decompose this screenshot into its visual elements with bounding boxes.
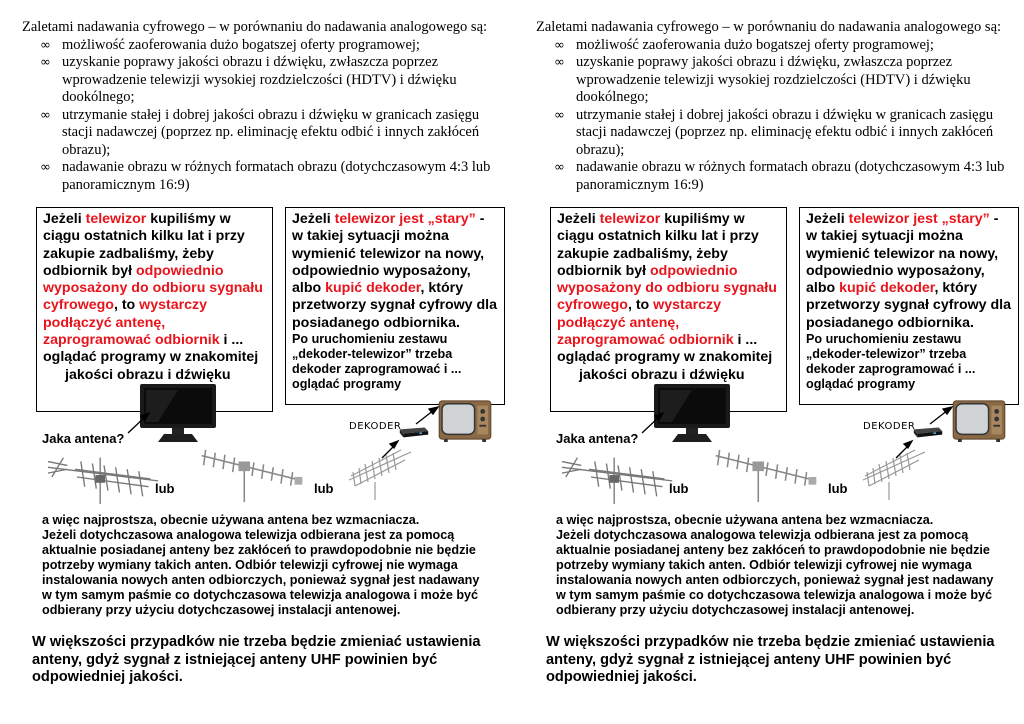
old-tv-box: Jeżeli telewizor jest „stary” - w takiej sytuacji można wymienić telewizor na nowy, odpowiednio wyposażony, albo kupić dekoder, który przetworzy sygnał cyfrowy dla posiadanego odbiornika. Po uruchomieniu zestawu „dekoder-telewizor” trzeba dekoder zaprogramować i ... oglądać programy — [799, 207, 1019, 405]
antenna-question: Jaka antena? — [42, 431, 125, 446]
list-item: ∞ nadawanie obrazu w różnych formatach obrazu (dotychczasowym 4:3 lub panoramicznym 16:9) — [554, 159, 1005, 193]
bottom-text: a więc najprostsza, obecnie używana antena bez wzmacniacza. Jeżeli dotychczasowa analogowa telewizja odbierana jest za pomocą aktualnie posiadanej anteny bez zakłóceń to prawdopodobnie nie będzie potrzeby wymiany takich anten. Odbiór telewizji cyfrowej nie wymaga instalowania nowych anten odbiorczych, ponieważ sygnał jest nadawany w tym samym paśmie co dotychczasowa telewizja analogowa i może być odbierany przy użyciu dotychczasowej instalacji antenowej. — [556, 513, 994, 617]
log-periodic-antenna-icon — [345, 442, 415, 502]
or-label: lub — [828, 481, 848, 496]
list-item: ∞ uzyskanie poprawy jakości obrazu i dźwięku, zwłaszcza poprzez wprowadzenie telewizji wysokiej rozdzielczości (HDTV) i dźwięku dookólnego; — [40, 54, 457, 105]
bottom-text: a więc najprostsza, obecnie używana antena bez wzmacniacza. Jeżeli dotychczasowa analogowa telewizja odbierana jest za pomocą aktualnie posiadanej anteny bez zakłóceń to prawdopodobnie nie będzie potrzeby wymiany takich anten. Odbiór telewizji cyfrowej nie wymaga instalowania nowych anten odbiorczych, ponieważ sygnał jest nadawany w tym samym paśmie co dotychczasowa telewizja analogowa i może być odbierany przy użyciu dotychczasowej instalacji antenowej. — [42, 513, 480, 617]
yagi-antenna-icon — [706, 446, 826, 504]
infinity-bullet-icon: ∞ — [554, 37, 565, 53]
list-item: ∞ możliwość zaoferowania dużo bogatszej oferty programowej; — [40, 36, 420, 53]
intro-heading: Zaletami nadawania cyfrowego – w porównaniu do nadawania analogowego są: — [22, 19, 488, 35]
infinity-bullet-icon: ∞ — [554, 160, 565, 175]
intro-heading: Zaletami nadawania cyfrowego – w porównaniu do nadawania analogowego są: — [536, 19, 1002, 35]
right-page — [514, 0, 1024, 724]
infinity-bullet-icon: ∞ — [554, 107, 565, 123]
new-tv-box: Jeżeli telewizor kupiliśmy w ciągu ostatnich kilku lat i przy zakupie zadbaliśmy, żeby odbiornik był odpowiednio wyposażony do odbioru sygnału cyfrowego, to wystarczy podłączyć antenę, zaprogramować odbiornik i ... oglądać programy w znakomitej jakości obrazu i dźwięku — [36, 207, 273, 412]
yagi-antenna-icon — [192, 446, 312, 504]
final-note: W większości przypadków nie trzeba będzie zmieniać ustawienia anteny, gdyż sygnał z istniejącej anteny UHF powinien być odpowiedniej jakości. — [546, 634, 995, 685]
infinity-bullet-icon: ∞ — [40, 107, 51, 123]
list-item: ∞ możliwość zaoferowania dużo bogatszej oferty programowej; — [554, 36, 934, 53]
infinity-bullet-icon: ∞ — [40, 55, 51, 70]
or-label: lub — [314, 481, 334, 496]
or-label: lub — [155, 481, 175, 496]
new-tv-box: Jeżeli telewizor kupiliśmy w ciągu ostatnich kilku lat i przy zakupie zadbaliśmy, żeby odbiornik był odpowiednio wyposażony do odbioru sygnału cyfrowego, to wystarczy podłączyć antenę, zaprogramować odbiornik i ... oglądać programy w znakomitej jakości obrazu i dźwięku — [550, 207, 787, 412]
old-tv-box: Jeżeli telewizor jest „stary” - w takiej sytuacji można wymienić telewizor na nowy, odpowiednio wyposażony, albo kupić dekoder, który przetworzy sygnał cyfrowy dla posiadanego odbiornika. Po uruchomieniu zestawu „dekoder-telewizor” trzeba dekoder zaprogramować i ... oglądać programy — [285, 207, 505, 405]
grid-antenna-icon — [554, 448, 684, 506]
infinity-bullet-icon: ∞ — [40, 160, 51, 175]
log-periodic-antenna-icon — [859, 442, 929, 502]
grid-antenna-icon — [40, 448, 170, 506]
list-item: ∞ utrzymanie stałej i dobrej jakości obrazu i dźwięku w granicach zasięgu stacji nadawczej (poprzez np. eliminację efektu odbić i innych zakłóceń obrazu); — [40, 106, 480, 158]
infinity-bullet-icon: ∞ — [40, 37, 51, 53]
decoder-label: DEKODER — [863, 421, 916, 432]
list-item: ∞ uzyskanie poprawy jakości obrazu i dźwięku, zwłaszcza poprzez wprowadzenie telewizji wysokiej rozdzielczości (HDTV) i dźwięku dookólnego; — [554, 54, 971, 105]
decoder-label: DEKODER — [349, 421, 402, 432]
list-item: ∞ utrzymanie stałej i dobrej jakości obrazu i dźwięku w granicach zasięgu stacji nadawczej (poprzez np. eliminację efektu odbić i innych zakłóceń obrazu); — [554, 106, 994, 158]
infinity-bullet-icon: ∞ — [554, 55, 565, 70]
or-label: lub — [669, 481, 689, 496]
antenna-question: Jaka antena? — [556, 431, 639, 446]
list-item: ∞ nadawanie obrazu w różnych formatach obrazu (dotychczasowym 4:3 lub panoramicznym 16:9) — [40, 159, 491, 193]
final-note: W większości przypadków nie trzeba będzie zmieniać ustawienia anteny, gdyż sygnał z istniejącej anteny UHF powinien być odpowiedniej jakości. — [32, 634, 481, 685]
